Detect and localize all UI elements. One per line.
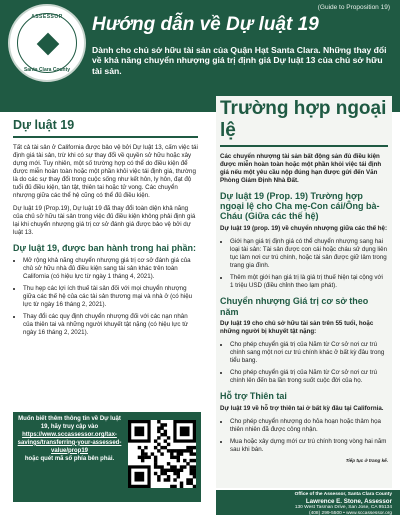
footer-address: 130 West Tasman Drive, San Jose, CA 95134 [294,505,392,511]
base-year-lead: Dự luật 19 cho chủ sở hữu tài sản trên 55 tuổi, hoặc những người bị khuyết tật nặng: [220,319,374,335]
footer-contact[interactable]: (408) 299-5500 • www.sccassessor.org [309,511,392,517]
disaster-list [220,418,388,454]
list-item: • Mở rộng khả năng chuyển nhượng giá trị cơ sở đánh giá của chủ sở hữu nhà đủ điều kiện sang tài sản khác trên toàn California (có hiệu lực từ ngày 1 tháng 4, 2021). [23,257,198,281]
more-info-lead: Muốn biết thêm thông tin về Dự luật 19, hãy truy cập vào [18,416,121,430]
list-item: • Thu hẹp các lợi ích thuế tài sản đối với mọi chuyển nhượng giữa các thế hệ của các tài sản thương mại và nhà ở (có hiệu lực từ ngày 16 tháng 2, 2021). [23,285,198,309]
page-title: Hướng dẫn về Dự luật 19 [92,14,319,35]
list-item: • Cho phép chuyển giá trị của Năm từ Cơ sở nơi cư trú chính lên đến ba lần trong suốt cuộc đời của họ. [230,369,388,385]
intergenerational-lead: Dự luật 19 (prop. 19) về chuyển nhượng giữa các thế hệ: [220,224,388,232]
section-heading-two-parts: Dự luật 19, được ban hành trong hai phần: [13,243,196,254]
seal-emblem [37,33,60,56]
section-heading-exceptions: Trường hợp ngoại lệ [220,98,387,141]
qr-code-icon[interactable] [128,420,196,488]
continued-note: Tiếp tục ở trang kế. [345,458,388,463]
seal-top-text: ASSESSOR [31,14,63,20]
list-item: • Giới hạn giá trị định giá có thể chuyển nhượng sang hai loại tài sản: Tài sản được con cái hoặc cháu sử dụng liên tục làm nơi cư trú chính, hoặc tài sản được giữ lâm trong trang gia đình. [230,238,388,270]
prop19-paragraph: Dự luật 19 (Prop.19), Dự luật 19 đã thay đổi toàn diện khả năng của chủ sở hữu tài sản trong việc đủ điều kiện không phải định giá lại khi chuyển nhượng giá trị cơ sở đánh giá được bảo vệ bởi dự luật 13. [13,204,196,237]
two-parts-list [13,257,198,338]
prop19-link[interactable]: https://www.sccassessor.org/tax-savings/transferring-your-assessed-value/prop19 [17,431,122,454]
section-heading-disaster: Hỗ trợ Thiên tai [220,391,287,402]
seal-ring [17,13,77,73]
more-info-text [17,416,122,463]
seal-bottom-text: Santa Clara County [23,67,71,73]
base-year-list [220,341,388,385]
more-info-box [13,412,201,502]
disaster-lead: Dự luật 19 về hỗ trợ thiên tai ở bất kỳ đâu tại California. [220,404,384,412]
list-item: • Cho phép chuyển giá trị của Năm từ Cơ sở nơi cư trú chính sang một nơi cư trú chính khác ở bất kỳ đâu trong tiểu bang. [230,341,388,365]
list-item: • Cho phép chuyển nhượng do hỏa hoạn hoặc thảm họa thiên nhiên đã được công nhận. [230,418,388,434]
list-item: • Thay đổi các quy định chuyển nhượng đối với các nạn nhân của thiên tai và những người khuyết tật nặng (có hiệu lực từ ngày 16 tháng 2, 2021). [23,313,198,337]
footer-office: Office of the Assessor, Santa Clara County [294,492,392,497]
exceptions-intro: Các chuyển nhượng tài sản bất động sản đủ điều kiện được miễn hoàn toàn hoặc một phần khỏi việc tái định giá nếu một yêu cầu nộp đúng hạn được gửi đến Văn Phòng Giám Định Nhà Đất. [220,152,382,184]
intergenerational-list [220,238,388,290]
divider [13,136,198,138]
section-heading-prop19: Dự luật 19 [13,118,75,132]
divider [220,145,388,147]
guide-note: (Guide to Proposition 19) [317,4,390,11]
section-heading-intergenerational: Dự luật 19 (Prop. 19) Trường hợp ngoại lệ cho Cha mẹ-Con cái/Ông bà-Cháu (Giữa các thế hệ) [220,190,380,222]
footer-text [295,492,392,517]
list-item: • Mua hoặc xây dựng mới cư trú chính trong vòng hai năm sau khi bán. [230,438,388,454]
county-seal-icon [8,4,86,82]
right-column [216,96,392,488]
page-subtitle: Dành cho chủ sở hữu tài sản của Quận Hạt Santa Clara. Những thay đổi về khả năng chuyển nhượng giá trị định giá Dự luật 13 của chủ sở hữu tài sản. [92,45,387,76]
footer [216,490,400,515]
list-item: • Thêm một giới hạn giá trị là giá trị thuế hiện tại cộng với 1 triệu USD (điều chỉnh theo lạm phát). [230,274,388,290]
footer-assessor-name: Lawrence E. Stone, Assessor [305,497,392,505]
section-heading-base-year: Chuyển nhượng Giá trị cơ sở theo năm [220,296,369,317]
intro-paragraph: Tất cả tài sản ở California được bảo vệ bởi Dự luật 13, cấm việc tái định giá tài sản, trừ khi có sự thay đổi về quyền sở hữu hoặc xây dựng mới. Tuy nhiên, một số trường hợp có thể do điều kiện để được miễn hoàn toàn hoặc một phần khỏi việc tái định giá, thường là do các sự thay đổi trong cuộc sống như kết hôn, ly hôn, đạt độ tuổi đủ điều kiện, tàn tật, thiên tai hoặc tử vong. Các chuyển nhượng giữa các thể hệ cũng có thể đủ điều kiện. [13,143,198,199]
left-column [13,118,198,341]
more-info-after: hoặc quét mã số phía bên phải. [24,455,115,462]
